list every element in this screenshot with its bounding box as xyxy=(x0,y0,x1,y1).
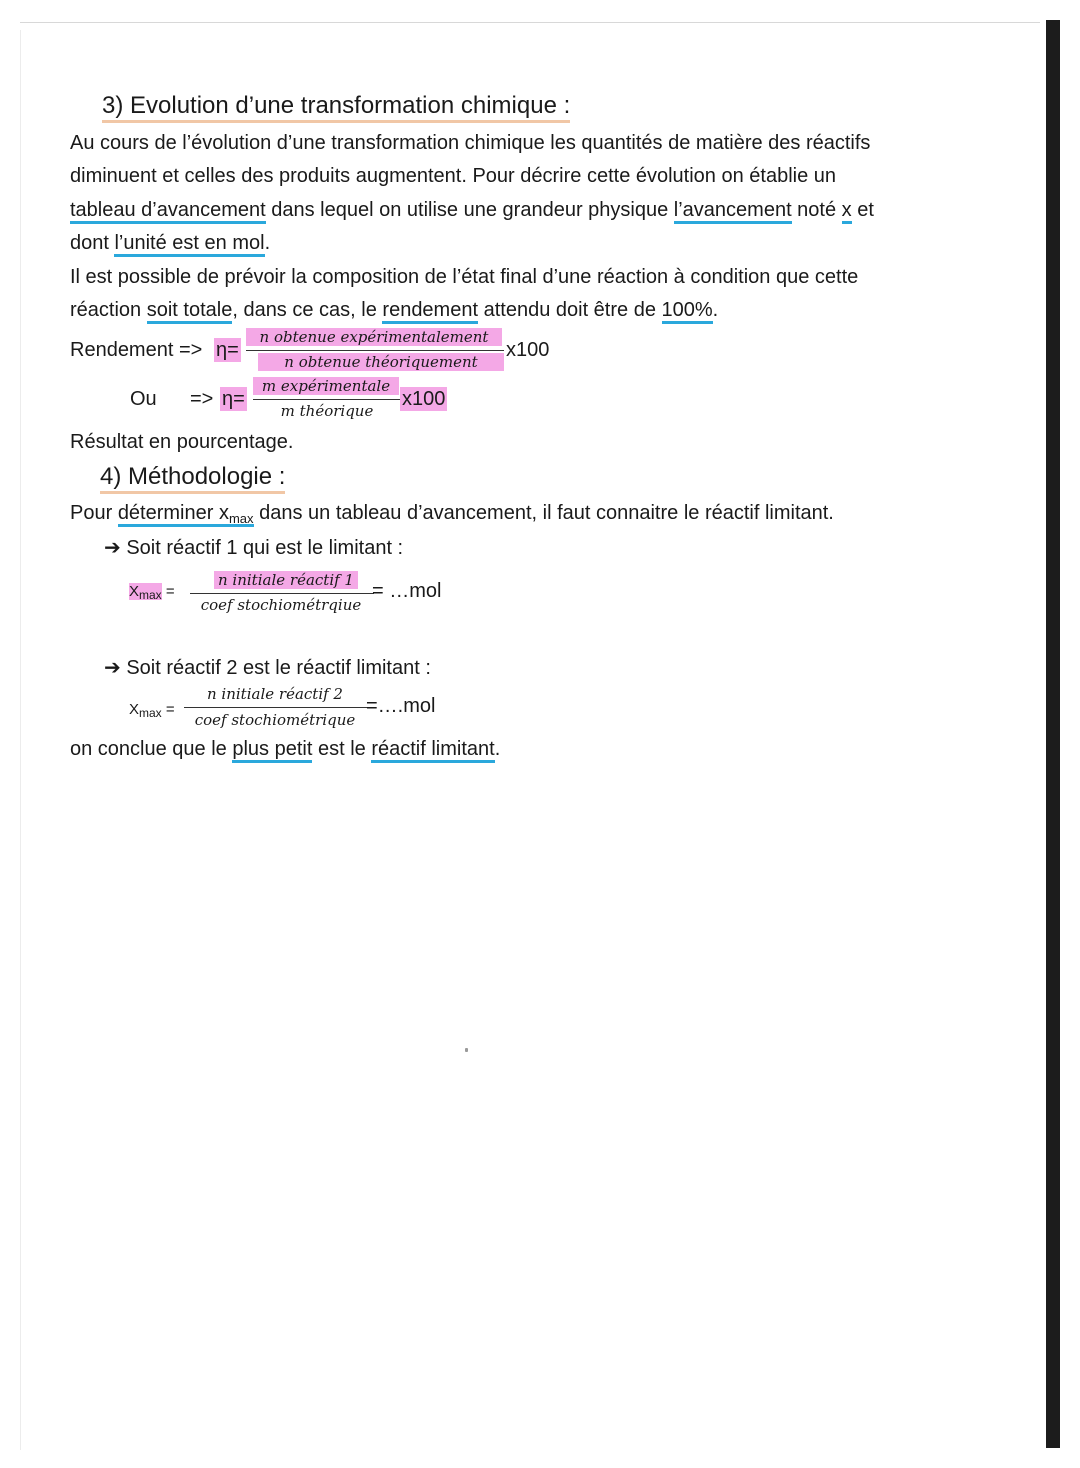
case-2-line xyxy=(104,655,431,680)
section-4-title-text: 4) Méthodologie : xyxy=(100,463,285,494)
rendement-label: Rendement => xyxy=(70,339,203,361)
text-segment: noté xyxy=(791,199,842,221)
formula-1-denominator: n obtenue théoriquement xyxy=(258,353,504,371)
paragraph-line-1: Au cours de l’évolution d’une transformation chimique les quantités de matière des réactifs xyxy=(70,132,871,154)
eta-symbol-1: η= xyxy=(216,339,239,361)
result-line: Résultat en pourcentage. xyxy=(70,431,294,453)
text-segment: . xyxy=(264,232,271,254)
text-segment: X xyxy=(129,701,140,718)
text-segment: déterminer x xyxy=(117,502,229,524)
term-unite-mol: l’unité est en mol xyxy=(114,232,264,257)
text-segment: Pour xyxy=(70,502,118,524)
text-segment: réaction xyxy=(70,299,147,321)
formula-2-factor: x100 xyxy=(402,388,446,410)
formula-1-numerator: n obtenue expérimentalement xyxy=(246,328,502,346)
subscript-max: max xyxy=(139,588,162,602)
term-plus-petit: plus petit xyxy=(232,738,312,763)
scan-speck xyxy=(465,1048,468,1052)
fraction-bar-3 xyxy=(190,593,374,594)
xmax-1-numerator xyxy=(190,571,382,589)
text-segment: dans un tableau d’avancement, il faut connaitre le réactif limitant. xyxy=(253,502,834,524)
xmax-1-x xyxy=(129,583,162,600)
arrow-label: => xyxy=(190,388,214,410)
term-tableau-avancement: tableau d’avancement xyxy=(70,199,266,224)
page-top-edge xyxy=(20,22,1040,23)
case-1-line xyxy=(104,535,403,560)
page-left-edge xyxy=(20,30,21,1450)
xmax-2-result: =….mol xyxy=(366,695,436,717)
case-2-text: Soit réactif 2 est le réactif limitant : xyxy=(126,657,431,679)
term-soit-totale: soit totale xyxy=(147,299,233,324)
text-segment: n initiale réactif 1 xyxy=(214,571,358,589)
text-segment: et xyxy=(851,199,874,221)
paragraph-line-3 xyxy=(70,198,874,222)
eta-symbol-2: η= xyxy=(222,388,245,410)
term-100-percent: 100% xyxy=(662,299,713,324)
text-segment: est le xyxy=(312,738,372,760)
text-segment: X xyxy=(129,583,140,600)
subscript-max: max xyxy=(228,511,254,526)
term-determiner-xmax xyxy=(118,502,254,527)
paragraph-line-6 xyxy=(70,298,718,322)
fraction-bar-2 xyxy=(253,399,401,400)
text-segment: on conclue que le xyxy=(70,738,233,760)
fraction-bar-4 xyxy=(184,707,368,708)
formula-1-factor: x100 xyxy=(506,339,550,361)
term-avancement: l’avancement xyxy=(674,199,792,224)
text-segment: attendu doit être de xyxy=(478,299,662,321)
equals-sign: = xyxy=(165,583,175,600)
xmax-2-denominator: coef stochiométrique xyxy=(194,711,356,729)
equals-sign: = xyxy=(165,701,175,718)
paragraph-line-4 xyxy=(70,231,270,255)
text-segment: . xyxy=(494,738,501,760)
fraction-bar-1 xyxy=(246,350,504,351)
section-4-title xyxy=(100,463,285,491)
xmax-2-symbol xyxy=(129,700,175,720)
paragraph-line-2: diminuent et celles des produits augmentent. Pour décrire cette évolution on établie un xyxy=(70,165,837,187)
methodology-intro xyxy=(70,501,834,525)
xmax-2-numerator: n initiale réactif 2 xyxy=(207,685,343,703)
term-reactif-limitant: réactif limitant xyxy=(371,738,494,763)
scan-border xyxy=(1046,20,1060,1448)
conclusion-line xyxy=(70,737,500,761)
section-3-title xyxy=(102,92,570,120)
text-segment: . xyxy=(712,299,719,321)
formula-2-numerator: m expérimentale xyxy=(253,377,399,395)
text-segment: , dans ce cas, le xyxy=(232,299,383,321)
formula-2-denominator: m théorique xyxy=(280,402,374,420)
arrow-icon: ➔ xyxy=(104,655,121,679)
section-3-title-text: 3) Evolution d’une transformation chimique : xyxy=(102,92,570,123)
term-rendement: rendement xyxy=(382,299,478,324)
text-segment: dont xyxy=(70,232,115,254)
ou-label: Ou xyxy=(130,388,157,410)
term-x: x xyxy=(842,199,852,224)
xmax-1-result: = …mol xyxy=(372,580,442,602)
arrow-icon: ➔ xyxy=(104,535,121,559)
xmax-1-symbol xyxy=(129,582,175,602)
text-segment: dans lequel on utilise une grandeur physique xyxy=(265,199,674,221)
subscript-max: max xyxy=(139,706,162,720)
case-1-text: Soit réactif 1 qui est le limitant : xyxy=(126,537,404,559)
xmax-1-denominator: coef stochiométrqiue xyxy=(200,596,362,614)
paragraph-line-5: Il est possible de prévoir la composition de l’état final d’une réaction à condition que cette xyxy=(70,266,859,288)
